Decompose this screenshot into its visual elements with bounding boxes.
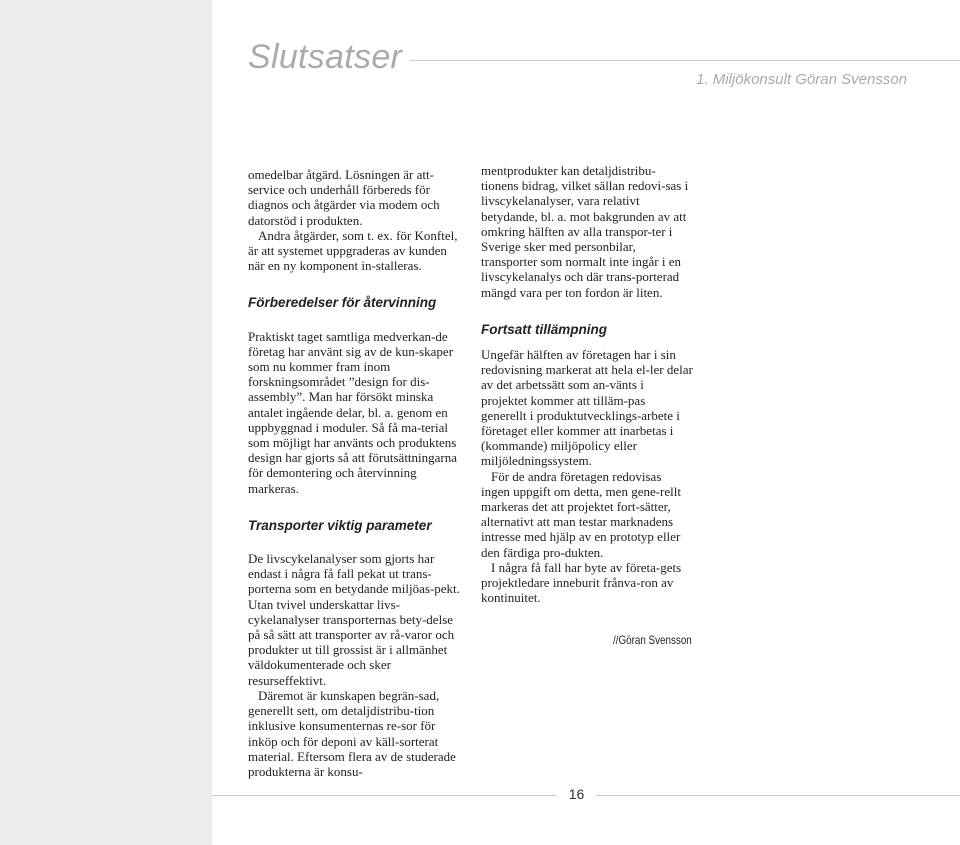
paragraph: I några få fall har byte av företa-gets projektledare inneburit frånva-ron av kontinuitet. xyxy=(481,559,682,606)
footer-rule-right xyxy=(596,795,960,796)
paragraph: omedelbar åtgärd. Lösningen är att-service och underhåll förbereds för diagnos och åtgärder via modem och datorstöd i produkten. xyxy=(248,167,440,228)
section-heading: Förberedelser för återvinning xyxy=(248,295,437,311)
header-rule xyxy=(410,60,960,61)
page-number: 16 xyxy=(568,786,585,802)
chapter-subtitle: 1. Miljökonsult Göran Svensson xyxy=(696,71,907,88)
paragraph: mentprodukter kan detaljdistribu-tionens bidrag, vilket sällan redovi-sas i livscykelanalyser, vara relativt betydande, bl. a. mot bakgrunden av att omkring hälften av alla transpor-ter i Sverige sker med personbilar, transporter som normalt inte ingår i en livscykelanalys och där trans-porterad mängd vara per ton fordon är liten. xyxy=(481,163,689,300)
text-column-right xyxy=(481,163,693,649)
paragraph: Ungefär hälften av företagen har i sin redovisning markerat att hela el-ler delar av det arbetssätt som an-vänts i projektet kommer att tilläm-pas generellt i produktutvecklings-arbete i företaget eller kommer att inarbetas i (kommande) miljöpolicy eller miljöledningssystem. xyxy=(481,347,693,469)
page-sidebar-band xyxy=(0,0,212,845)
paragraph: De livscykelanalyser som gjorts har endast i några få fall pekat ut trans-porterna som en betydande miljöas-pekt. Utan tvivel underskattar livs-cykelanalyser transporternas bety-delse på så sätt att transporter av rå-varor och produkter ut till grossist är i allmänhet väldokumenterade och sker resurseffektivt. xyxy=(248,551,460,688)
author-signature: //Göran Svensson xyxy=(613,633,692,648)
text-column-left xyxy=(248,167,460,779)
section-heading: Transporter viktig parameter xyxy=(248,517,432,533)
page-title: Slutsatser xyxy=(248,38,403,76)
paragraph: Praktiskt taget samtliga medverkan-de företag har använt sig av de kun-skaper som nu kommer fram inom forskningsområdet ”design for dis-assembly”. Man har försökt minska antalet ingående delar, bl. a. genom en uppbyggnad i moduler. Så få ma-terial som möjligt har använts och produktens design har gjorts så att förutsättningarna för demontering och återvinning markeras. xyxy=(248,328,458,496)
paragraph: Däremot är kunskapen begrän-sad, generellt sett, om detaljdistribu-tion inklusive konsumenternas re-sor för inköp och för deponi av käll-sorterat material. Eftersom flera av de studerade produkterna är konsu- xyxy=(248,687,456,779)
paragraph: Andra åtgärder, som t. ex. för Konftel, är att systemet uppgraderas av kunden när en ny komponent in-stalleras. xyxy=(248,227,458,274)
section-heading: Fortsatt tillämpning xyxy=(481,321,607,337)
footer-rule-left xyxy=(212,795,557,796)
paragraph: För de andra företagen redovisas ingen uppgift om detta, men gene-rellt markeras det att projektet fort-sätter, alternativt att man testar marknadens intresse med hjälp av en prototyp eller den färdiga pro-dukten. xyxy=(481,468,681,560)
